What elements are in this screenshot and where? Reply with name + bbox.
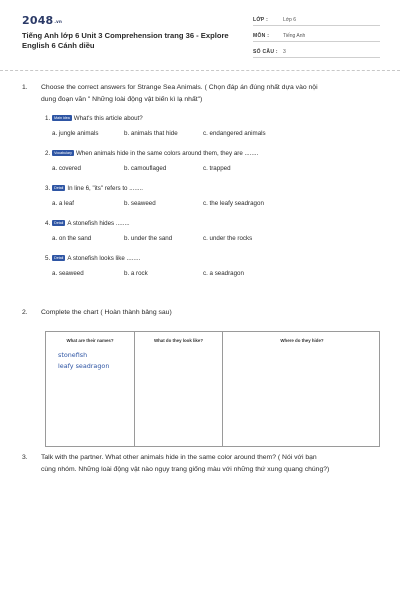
- section-1-instruction: 1. Choose the correct answers for Strange Sea Animals. ( Chọn đáp án đúng nhất dựa vào nội dung đoạn văn " Những loài động vật biến kì lạ nhất"): [22, 84, 318, 103]
- answer-option[interactable]: a. jungle animals: [52, 130, 99, 137]
- answer-option[interactable]: c. trapped: [203, 165, 231, 172]
- question-3: 3. Detail In line 6, "its" refers to ........: [45, 185, 143, 192]
- header-divider: [0, 70, 400, 71]
- question-2: 2. Vocabulary When animals hide in the same colors around them, they are ........: [45, 150, 259, 157]
- question-type-badge: Main idea: [54, 116, 70, 120]
- answer-option[interactable]: a. covered: [52, 165, 81, 172]
- answer-option[interactable]: b. camouflaged: [124, 165, 167, 172]
- answer-option[interactable]: b. animals that hide: [124, 130, 178, 137]
- chart-column-hide[interactable]: [222, 332, 381, 446]
- answer-option[interactable]: a. on the sand: [52, 235, 92, 242]
- answer-option[interactable]: c. under the rocks: [203, 235, 253, 242]
- answer-option[interactable]: a. seaweed: [52, 270, 84, 277]
- meta-subject: MÔN : Tiếng Anh: [253, 30, 380, 42]
- comparison-chart: [45, 331, 380, 447]
- chart-header: What are their names?: [66, 338, 114, 343]
- answer-option[interactable]: c. the leafy seadragon: [203, 200, 264, 207]
- chart-column-looks[interactable]: [134, 332, 222, 446]
- question-4: 4. Detail A stonefish hides ........: [45, 220, 130, 227]
- answer-option[interactable]: b. a rock: [124, 270, 148, 277]
- section-3-instruction: 3. Talk with the partner. What other animals hide in the same color around them? ( Nói với bạn cùng nhóm. Những loài động vật nào ngụy trang giống màu với những thứ xung quang chúng?): [22, 454, 330, 473]
- question-type-badge: Detail: [54, 256, 64, 260]
- section-2-instruction: 2. Complete the chart ( Hoàn thành bảng sau): [22, 309, 172, 316]
- chart-column-names[interactable]: [46, 332, 134, 446]
- handwritten-answer: leafy seadragon: [58, 362, 110, 370]
- page-title: Tiếng Anh lớp 6 Unit 3 Comprehension trang 36 - Explore English 6 Cánh diều: [22, 31, 229, 50]
- question-5: 5. Detail A stonefish looks like ........: [45, 255, 141, 262]
- handwritten-answer: stonefish: [58, 351, 88, 359]
- question-type-badge: Detail: [54, 221, 64, 225]
- answer-option[interactable]: a. a leaf: [52, 200, 75, 207]
- answer-option[interactable]: c. a seadragon: [203, 270, 244, 277]
- answer-option[interactable]: b. under the sand: [124, 235, 173, 242]
- meta-question-count: SỐ CÂU : 3: [253, 46, 380, 58]
- header: [0, 0, 400, 70]
- question-type-badge: Vocabulary: [54, 151, 72, 155]
- site-logo[interactable]: 2048.vn: [22, 14, 62, 27]
- chart-header: What do they look like?: [153, 338, 204, 343]
- meta-class: LỚP : Lớp 6: [253, 14, 380, 26]
- answer-option[interactable]: b. seaweed: [124, 200, 156, 207]
- chart-header: Where do they hide?: [280, 338, 324, 343]
- question-1: 1. Main idea What's this article about?: [45, 115, 143, 122]
- answer-option[interactable]: c. endangered animals: [203, 130, 266, 137]
- question-type-badge: Detail: [54, 186, 64, 190]
